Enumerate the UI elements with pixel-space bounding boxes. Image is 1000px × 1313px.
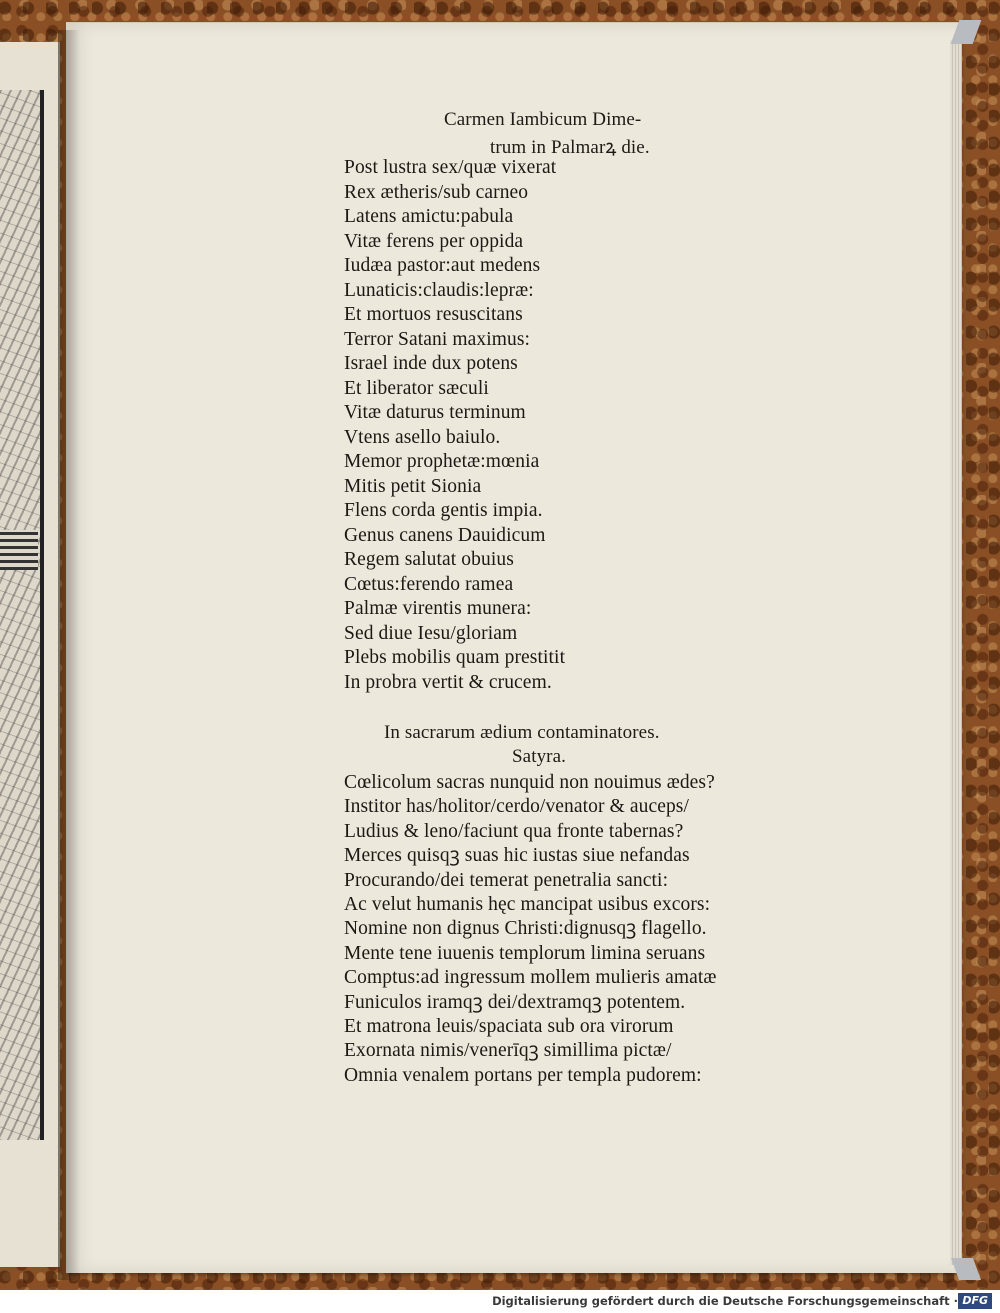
verse-line: Iudæa pastor:aut medens bbox=[344, 255, 541, 276]
verse-line: Merces quisqꝫ suas hic iustas siue nefandas bbox=[344, 845, 690, 867]
verse-line: In probra vertit & crucem. bbox=[344, 671, 552, 693]
left-facing-page bbox=[0, 42, 60, 1267]
verse-line: Mente tene iuuenis templorum limina seruans bbox=[344, 942, 706, 964]
verse-line: Cœtus:ferendo ramea bbox=[344, 573, 514, 595]
verse-line: Memor prophetæ:mœnia bbox=[344, 451, 540, 472]
verse-line: Ac velut humanis hęc mancipat usibus excors: bbox=[344, 894, 711, 915]
verse-line: Latens amictu:pabula bbox=[344, 206, 514, 227]
verse-line: Palmæ virentis munera: bbox=[344, 598, 532, 619]
footer-credit: Digitalisierung gefördert durch die Deutsche Forschungsgemeinschaft · bbox=[492, 1294, 958, 1308]
verse-line: Regem salutat obuius bbox=[344, 549, 514, 570]
verse-line: Ludius & leno/faciunt qua fronte tabernas? bbox=[344, 820, 684, 842]
verse-line: Israel inde dux potens bbox=[344, 353, 518, 374]
verse-line: Sed diue Iesu/gloriam bbox=[344, 622, 518, 644]
poem2-title-line2: Satyra. bbox=[512, 746, 566, 767]
verse-line: Et liberator sæculi bbox=[344, 377, 489, 399]
verse-line: Flens corda gentis impia. bbox=[344, 500, 543, 521]
verse-line: Et mortuos resuscitans bbox=[344, 304, 523, 325]
verse-line: Plebs mobilis quam prestitit bbox=[344, 647, 566, 668]
poem2-title-line1: In sacrarum ædium contaminatores. bbox=[384, 722, 660, 743]
verse-line: Mitis petit Sionia bbox=[344, 475, 482, 497]
footer-bar bbox=[0, 1290, 1000, 1313]
verse-line: Comptus:ad ingressum mollem mulieris amatæ bbox=[344, 967, 717, 989]
dfg-logo: DFG bbox=[958, 1293, 992, 1309]
verse-line: Institor has/holitor/cerdo/venator & auceps/ bbox=[344, 796, 690, 818]
verse-line: Cœlicolum sacras nunquid non nouimus ædes? bbox=[344, 772, 715, 793]
verse-line: Procurando/dei temerat penetralia sancti: bbox=[344, 869, 669, 891]
verse-line: Vitæ ferens per oppida bbox=[344, 230, 524, 252]
verse-line: Nomine non dignus Christi:dignusqꝫ flagello. bbox=[344, 918, 707, 940]
verse-line: Genus canens Dauidicum bbox=[344, 524, 546, 546]
verse-line: Post lustra sex/quæ vixerat bbox=[344, 157, 557, 178]
verse-line: Vtens asello baiulo. bbox=[344, 426, 501, 448]
verse-line: Rex ætheris/sub carneo bbox=[344, 181, 529, 203]
poem1-title-line2: trum in Palmarꝝ die. bbox=[490, 137, 650, 158]
text-block bbox=[344, 103, 814, 1103]
verse-line: Et matrona leuis/spaciata sub ora virorum bbox=[344, 1016, 674, 1037]
verse-line: Terror Satani maximus: bbox=[344, 328, 531, 350]
page-edges bbox=[950, 40, 962, 1265]
verse-line: Funiculos iramqꝫ dei/dextramqꝫ potentem. bbox=[344, 991, 686, 1013]
spine-shadow bbox=[58, 30, 80, 1280]
verse-line: Exornata nimis/venerīqꝫ simillima pictæ/ bbox=[344, 1040, 672, 1062]
verse-line: Lunaticis:claudis:lepræ: bbox=[344, 279, 534, 301]
verse-line: Vitæ daturus terminum bbox=[344, 402, 526, 423]
woodcut-illustration bbox=[0, 90, 44, 1140]
book-page bbox=[66, 22, 960, 1273]
poem1-title-line1: Carmen Iambicum Dime‑ bbox=[444, 109, 642, 130]
verse-line: Omnia venalem portans per templa pudorem: bbox=[344, 1064, 702, 1086]
